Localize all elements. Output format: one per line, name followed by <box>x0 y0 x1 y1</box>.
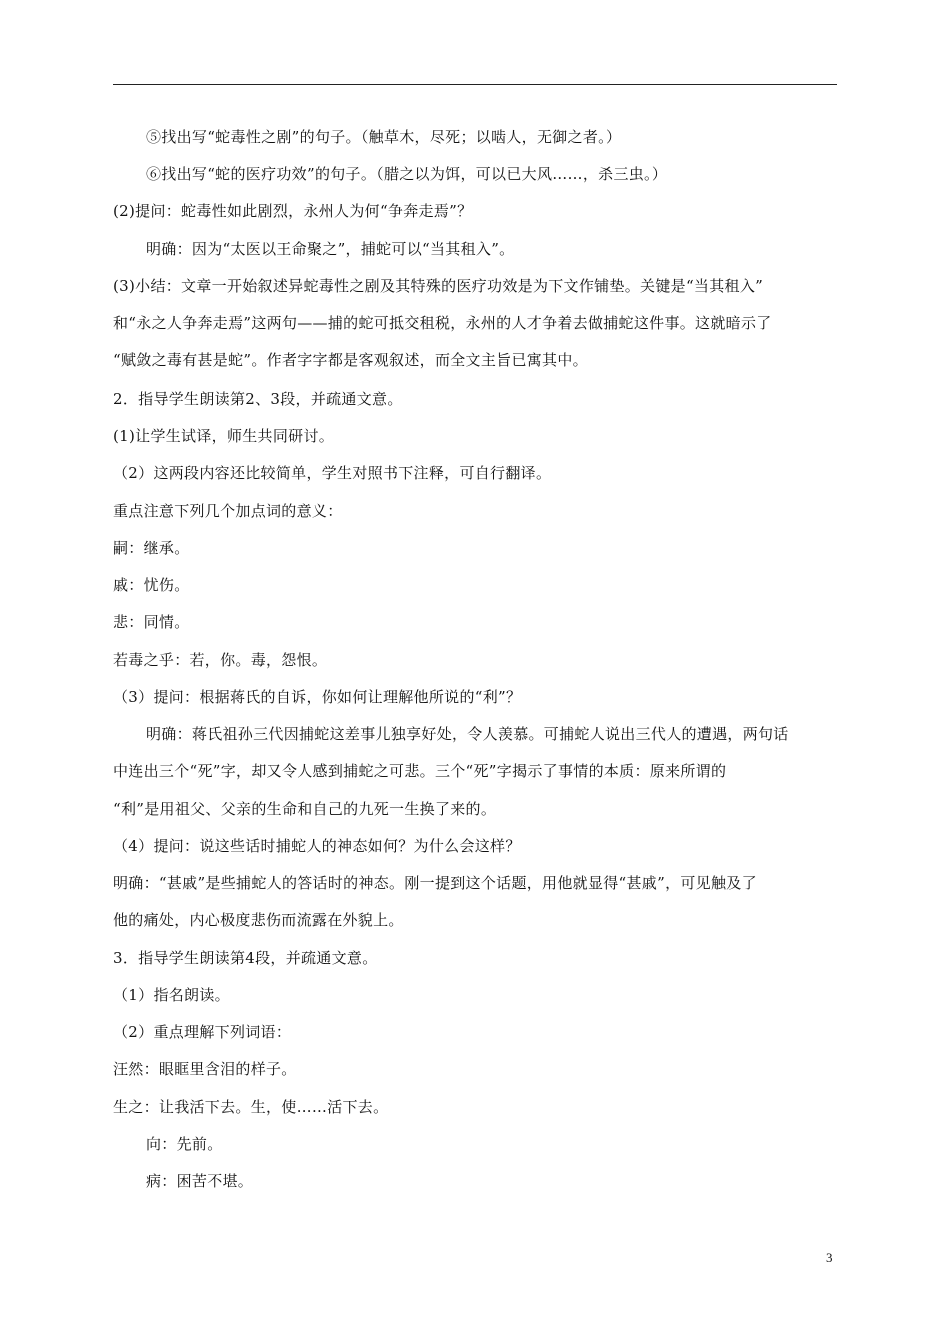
text-line: （2）这两段内容还比较简单，学生对照书下注释，可自行翻译。 <box>113 464 552 482</box>
text-line: （2）重点理解下列词语： <box>113 1023 292 1041</box>
header-rule <box>113 84 837 85</box>
text-line: ⑥找出写“蛇的医疗功效”的句子。（腊之以为饵，可以已大风……，杀三虫。） <box>146 165 668 183</box>
text-line: 病：困苦不堪。 <box>146 1172 254 1190</box>
text-line: 嗣：继承。 <box>113 539 190 557</box>
text-line: 他的痛处，内心极度悲伤而流露在外貌上。 <box>113 911 404 929</box>
text-line: （1）指名朗读。 <box>113 986 230 1004</box>
text-line: （3）提问：根据蒋氏的自诉，你如何让理解他所说的“利”？ <box>113 688 522 706</box>
text-line: “利”是用祖父、父亲的生命和自己的九死一生换了来的。 <box>113 800 497 818</box>
text-line: 2．指导学生朗读第2、3段，并疏通文意。 <box>113 390 403 408</box>
text-line: 重点注意下列几个加点词的意义： <box>113 502 343 520</box>
text-line: 若毒之乎：若，你。毒，怨恨。 <box>113 651 328 669</box>
text-line: 汪然：眼眶里含泪的样子。 <box>113 1060 297 1078</box>
text-line: 生之：让我活下去。生，使……活下去。 <box>113 1098 389 1116</box>
text-line: 戚：忧伤。 <box>113 576 190 594</box>
text-line: 3．指导学生朗读第4段，并疏通文意。 <box>113 949 378 967</box>
text-line: 中连出三个“死”字，却又令人感到捕蛇之可悲。三个“死”字揭示了事情的本质：原来所谓的 <box>113 762 727 780</box>
text-line: 向：先前。 <box>146 1135 223 1153</box>
text-line: 和“永之人争奔走焉”这两句——捕的蛇可抵交租税，永州的人才争着去做捕蛇这件事。这就暗示了 <box>113 314 772 332</box>
text-line: (2)提问：蛇毒性如此剧烈，永州人为何“争奔走焉”？ <box>113 202 473 220</box>
text-line: 悲：同情。 <box>113 613 190 631</box>
text-line: 明确：“甚戚”是些捕蛇人的答话时的神态。刚一提到这个话题，用他就显得“甚戚”，可见触及了 <box>113 874 757 892</box>
text-line: （4）提问：说这些话时捕蛇人的神态如何？为什么会这样？ <box>113 837 521 855</box>
text-line: (3)小结：文章一开始叙述异蛇毒性之剧及其特殊的医疗功效是为下文作铺垫。关键是“当其租入” <box>113 277 764 295</box>
text-line: “赋敛之毒有甚是蛇”。作者字字都是客观叙述，而全文主旨已寓其中。 <box>113 351 588 369</box>
text-line: 明确：因为“太医以王命聚之”，捕蛇可以“当其租入”。 <box>146 240 515 258</box>
text-line: ⑤找出写“蛇毒性之剧”的句子。（触草木，尽死；以啮人，无御之者。） <box>146 128 622 146</box>
text-line: 明确：蒋氏祖孙三代因捕蛇这差事儿独享好处，令人羡慕。可捕蛇人说出三代人的遭遇，两句话 <box>146 725 789 743</box>
text-line: (1)让学生试译，师生共同研讨。 <box>113 427 335 445</box>
page-number: 3 <box>826 1250 833 1265</box>
